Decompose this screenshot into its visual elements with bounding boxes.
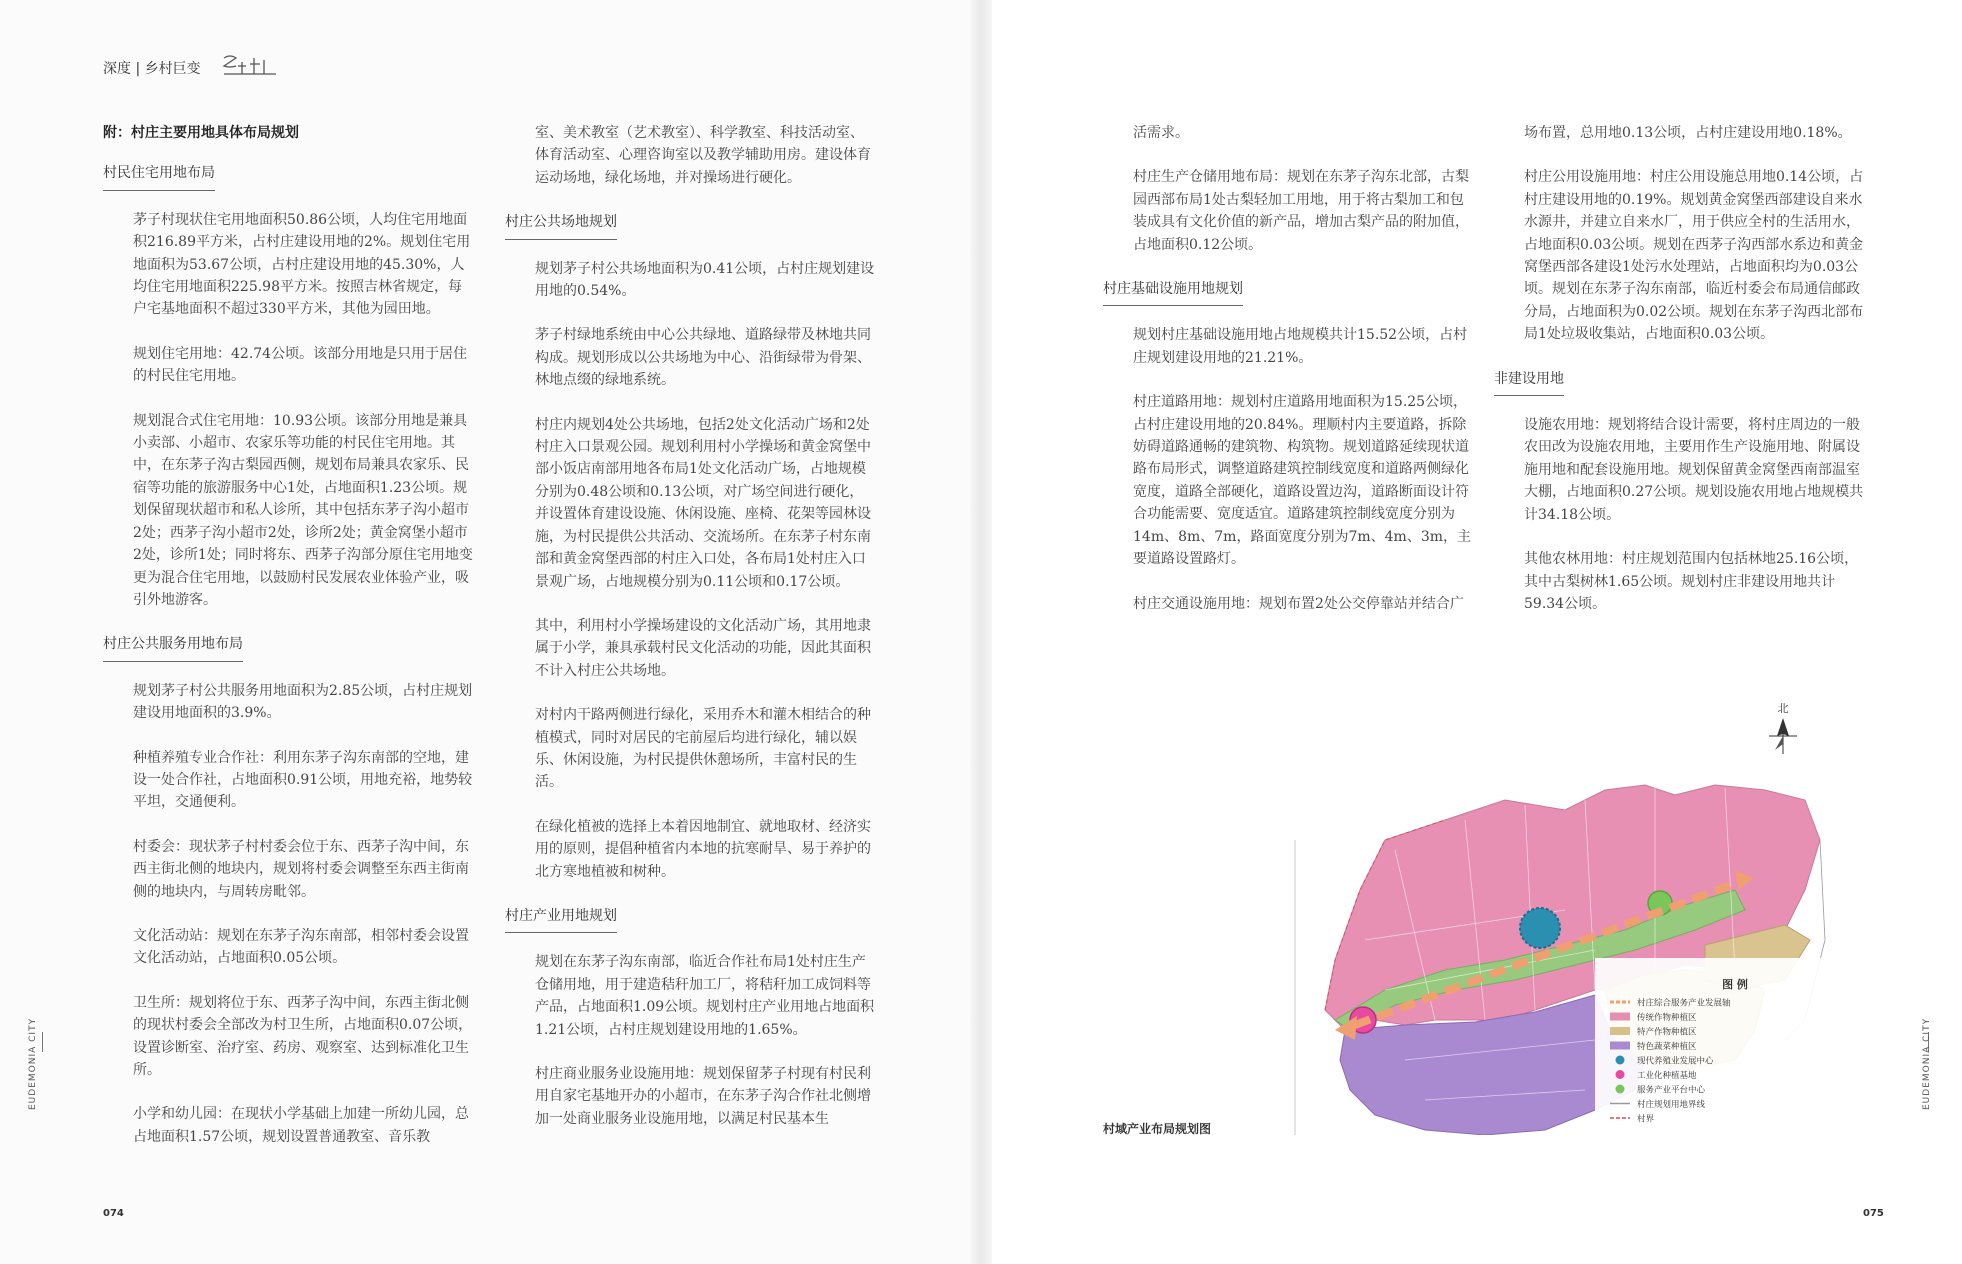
- side-mark-right: EUDEMONIA CITY: [1922, 1017, 1932, 1110]
- paragraph: 活需求。: [1133, 125, 1189, 141]
- paragraph: 村庄道路用地：规划村庄道路用地面积为15.25公顷，占村庄建设用地的20.84%。理顺村内主要道路，拆除妨碍道路通畅的建筑物、构筑物。规划道路延续现状道路布局形式，调整道路建筑控制线宽度和道路两侧绿化宽度，道路全部硬化，道路设置边沟，道路断面设计符合功能需要、宽度适宜。道路建筑控制线宽度分别为14m、8m、7m，路面宽度分别为7m、4m、3m，主要道路设置路灯。: [1133, 394, 1472, 568]
- paragraph: 其他农林用地：村庄规划范围内包括林地25.16公顷，其中古梨树林1.65公顷。规划村庄非建设用地共计59.34公顷。: [1524, 551, 1859, 612]
- paragraph: 种植养殖专业合作社：利用东茅子沟东南部的空地，建设一处合作社，占地面积0.91公顷，用地充裕，地势较平坦，交通便利。: [133, 749, 473, 811]
- paragraph: 对村内干路两侧进行绿化，采用乔木和灌木相结合的种植模式，同时对居民的宅前屋后均进行绿化，辅以娱乐、休闲设施，为村民提供休憩场所，丰富村民的生活。: [535, 707, 871, 791]
- paragraph: 村庄商业服务业设施用地：规划保留茅子村现有村民利用自家宅基地开办的小超市，在东茅子沟合作社北侧增加一处商业服务业设施用地，以满足村民基本生: [535, 1066, 871, 1127]
- paragraph: 村庄内规划4处公共场地，包括2处文化活动广场和2处村庄入口景观公园。规划利用村小学操场和黄金窝堡中部小饭店南部用地各布局1处文化活动广场，占地规模分别为0.48公顷和0.13公顷，对广场空间进行硬化，并设置体育建设设施、休闲设施、座椅、花架等园林设施，为村民提供公共活动、交流场所。在东茅子村东南部和黄金窝堡西部的村庄入口处，各布局1处村庄入口景观广场，占地规模分别为0.11公顷和0.17公顷。: [535, 416, 871, 590]
- page-number-right: 075: [1863, 1208, 1884, 1219]
- header-logo: [220, 52, 280, 84]
- map-legend: [1595, 958, 1845, 1135]
- section-heading-residential: 村民住宅用地布局: [103, 162, 215, 190]
- legend-label: 现代养殖业发展中心: [1637, 1056, 1714, 1067]
- paragraph: 文化活动站：规划在东茅子沟东南部，相邻村委会设置文化活动站，占地面积0.05公顷。: [133, 927, 469, 967]
- legend-swatch: [1610, 1042, 1630, 1050]
- paragraph: 小学和幼儿园：在现状小学基础上加建一所幼儿园，总占地面积1.57公顷，规划设置普通教室、音乐教: [133, 1106, 469, 1145]
- section-heading-public-service: 村庄公共服务用地布局: [103, 633, 243, 661]
- paragraph: 规划混合式住宅用地：10.93公顷。该部分用地是兼具小卖部、小超市、农家乐等功能的村民住宅用地。其中，在东茅子沟古梨园西侧，规划布局兼具农家乐、民宿等功能的旅游服务中心1处，占地面积1.23公顷。规划保留现状超市和私人诊所，其中包括东茅子沟小超市2处；西茅子沟小超市2处，诊所2处；黄金窝堡小超市2处，诊所1处；同时将东、西茅子沟部分原住宅用地变更为混合住宅用地，以鼓励村民发展农业体验产业，吸引外地游客。: [133, 412, 473, 608]
- north-label: 北: [1777, 702, 1789, 715]
- paragraph: 规划茅子村公共场地面积为0.41公顷，占村庄规划建设用地的0.54%。: [535, 260, 875, 300]
- legend-swatch: [1616, 1070, 1625, 1079]
- paragraph: 设施农用地：规划将结合设计需要，将村庄周边的一般农田改为设施农用地，主要用作生产设施用地、附属设施用地和配套设施用地。规划保留黄金窝堡西南部温室大棚，占地面积0.27公顷。规划设施农用地占地规模共计34.18公顷。: [1524, 417, 1864, 523]
- page-number-left: 074: [103, 1208, 124, 1219]
- legend-label: 村庄综合服务产业发展轴: [1637, 998, 1731, 1009]
- paragraph: 规划在东茅子沟东南部，临近合作社布局1处村庄生产仓储用地，用于建造秸秆加工厂，将秸秆加工成饲料等产品，占地面积1.09公顷。规划村庄产业用地占地面积1.21公顷，占村庄规划建设用地的1.65%。: [535, 954, 875, 1038]
- text-column-2: [505, 122, 875, 1152]
- section-heading-non-construction: 非建设用地: [1494, 368, 1564, 396]
- side-line: [42, 1032, 43, 1052]
- paragraph: 规划村庄基础设施用地占地规模共计15.52公顷，占村庄规划建设用地的21.21%。: [1133, 327, 1468, 366]
- paragraph: 茅子村绿地系统由中心公共绿地、道路绿带及林地共同构成。规划形成以公共场地为中心、沿街绿带为骨架、林地点缀的绿地系统。: [535, 327, 871, 389]
- legend-label: 服务产业平台中心: [1637, 1085, 1706, 1096]
- paragraph: 村庄生产仓储用地布局：规划在东茅子沟东北部，古梨园西部布局1处古梨轻加工用地，用于将古梨加工和包装成具有文化价值的新产品，增加古梨产品的附加值，占地面积0.12公顷。: [1133, 169, 1469, 253]
- legend-swatch: [1610, 1013, 1630, 1021]
- text-column-4: [1494, 122, 1864, 637]
- running-header: 深度 | 乡村巨变: [103, 61, 201, 77]
- legend-label: 村界: [1637, 1114, 1655, 1125]
- paragraph: 规划住宅用地：42.74公顷。该部分用地是只用于居住的村民住宅用地。: [133, 345, 468, 385]
- section-heading-industry: 村庄产业用地规划: [505, 905, 617, 933]
- paragraph: 规划茅子村公共服务用地面积为2.85公顷，占村庄规划建设用地面积的3.9%。: [133, 682, 473, 722]
- livestock-center-marker: [1520, 908, 1560, 948]
- paragraph: 室、美术教室（艺术教室）、科学教室、科技活动室、体育活动室、心理咨询室以及教学辅助用房。建设体育运动场地，绿化场地，并对操场进行硬化。: [535, 125, 871, 186]
- map-caption: 村域产业布局规划图: [1103, 1122, 1212, 1136]
- industry-layout-map: [1265, 690, 1865, 1135]
- section-heading-infrastructure: 村庄基础设施用地规划: [1103, 278, 1243, 306]
- paragraph: 村庄交通设施用地：规划布置2处公交停靠站并结合广: [1133, 595, 1464, 612]
- section-heading-public-space: 村庄公共场地规划: [505, 211, 617, 239]
- legend-label: 特色蔬菜种植区: [1637, 1042, 1697, 1052]
- page-gutter: [970, 0, 992, 1264]
- paragraph: 场布置，总用地0.13公顷，占村庄建设用地0.18%。: [1524, 125, 1852, 141]
- paragraph: 茅子村现状住宅用地面积50.86公顷，人均住宅用地面积216.89平方米，占村庄建设用地的2%。规划住宅用地面积为53.67公顷，占村庄建设用地的45.30%，人均住宅用地面积225.98平方米。按照吉林省规定，每户宅基地面积不超过330平方米，其他为园田地。: [133, 211, 471, 318]
- paragraph: 其中，利用村小学操场建设的文化活动广场，其用地隶属于小学，兼具承载村民文化活动的功能，因此其面积不计入村庄公共场地。: [535, 617, 871, 679]
- legend-title: 图 例: [1722, 978, 1748, 991]
- paragraph: 村庄公用设施用地：村庄公用设施总用地0.14公顷，占村庄建设用地的0.19%。规划黄金窝堡西部建设自来水水源井，并建立自来水厂，用于供应全村的生活用水，占地面积0.03公顷。规划在西茅子沟西部水系边和黄金窝堡西部各建设1处污水处理站，占地面积均为0.03公顷。规划在东茅子沟东南部，临近村委会布局通信邮政分局，占地面积为0.02公顷。规划在东茅子沟西北部布局1处垃圾收集站，占地面积0.03公顷。: [1524, 169, 1864, 343]
- text-column-1: [103, 122, 473, 1170]
- paragraph: 村委会：现状茅子村村委会位于东、西茅子沟中间，东西主街北侧的地块内，规划将村委会调整至东西主街南侧的地块内，与周转房毗邻。: [133, 838, 469, 900]
- paragraph: 卫生所：规划将位于东、西茅子沟中间，东西主街北侧的现状村委会全部改为村卫生所，占地面积0.07公顷，设置诊断室、治疗室、药房、观察室、达到标准化卫生所。: [133, 994, 473, 1078]
- legend-label: 传统作物种植区: [1637, 1013, 1697, 1023]
- text-column-3: [1103, 122, 1473, 637]
- side-mark-left: EUDEMONIA CITY: [28, 1017, 38, 1110]
- legend-label: 工业化种植基地: [1637, 1071, 1697, 1081]
- appendix-title: 附：村庄主要用地具体布局规划: [103, 125, 299, 141]
- paragraph: 在绿化植被的选择上本着因地制宜、就地取材、经济实用的原则，提倡种植省内本地的抗寒耐旱、易于养护的北方寒地植被和树种。: [535, 818, 871, 880]
- legend-label: 特产作物种植区: [1637, 1027, 1697, 1038]
- legend-label: 村庄规划用地界线: [1637, 1100, 1706, 1110]
- legend-swatch: [1616, 1056, 1625, 1065]
- legend-swatch: [1610, 1027, 1630, 1035]
- legend-swatch: [1616, 1085, 1625, 1094]
